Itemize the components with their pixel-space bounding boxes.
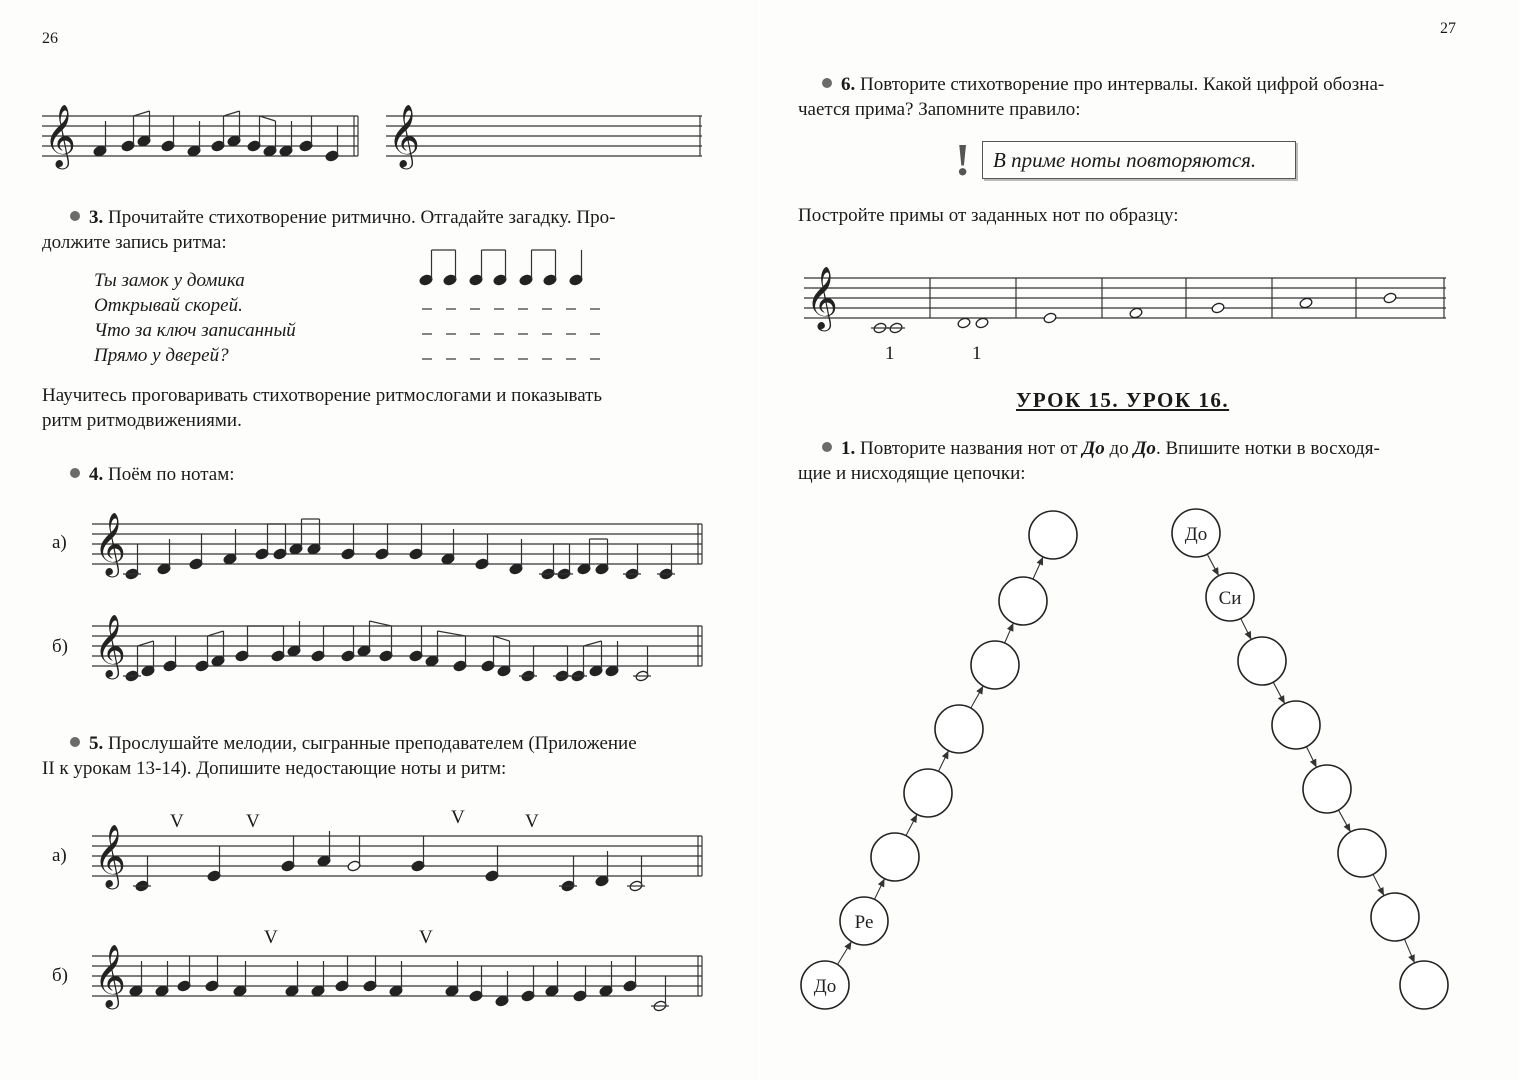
arrow-head-icon [844,941,851,950]
treble-clef-icon: 𝄞 [94,512,126,575]
exercise-3-after-text: Научитесь проговаривать стихотворение ритмослогами и показывать [42,385,603,406]
staff-label-b: б) [52,636,68,657]
page-number: 27 [1440,20,1456,37]
ascending-note-circle [871,833,919,881]
exercise-6-instruction: Постройте примы от заданных нот по образцу: [798,205,1179,226]
ascending-note-circle [971,641,1019,689]
treble-clef-icon: 𝄞 [806,266,838,329]
exercise-3-text-cont: должите запись ритма: [42,232,227,253]
lesson-heading: УРОК 15. УРОК 16. [1016,388,1230,412]
staff-label-b: б) [52,965,68,986]
note-label: До [813,976,837,997]
descending-note-circle [1272,701,1320,749]
exercise-4-text: 4. Поём по нотам: [70,462,235,487]
note-label: До [1184,524,1208,545]
exercise-6-text-cont: чается прима? Запомните правило: [798,99,1081,120]
descending-note-circle [1338,829,1386,877]
poem-line: Ты замок у домика [94,270,245,291]
arrow-head-icon [976,686,983,695]
poem-line: Что за ключ записанный [94,320,296,341]
rule-box: В приме ноты повторяются. [982,141,1296,179]
ascending-note-circle [904,769,952,817]
poem-line: Прямо у дверей? [94,345,229,366]
breath-mark: V [246,811,260,832]
exercise-3-after-text: ритм ритмодвижениями. [42,410,242,431]
staff-label-a: а) [52,845,67,866]
descending-note-circle [1303,765,1351,813]
exercise-3-text: 3. Прочитайте стихотворение ритмично. Отгадайте загадку. Про- [70,205,615,230]
breath-mark: V [419,927,433,948]
treble-clef-icon: 𝄞 [388,104,420,167]
breath-mark: V [525,811,539,832]
exercise-1-text: 1. Повторите названия нот от До до До. Впишите нотки в восходя- [822,436,1380,461]
breath-mark: V [170,811,184,832]
poem-line: Открывай скорей. [94,295,243,316]
ascending-note-circle [1029,511,1077,559]
descending-note-circle [1371,893,1419,941]
page-number: 26 [42,30,58,47]
breath-mark: V [451,807,465,828]
exclamation-icon: ! [955,134,971,185]
exercise-5-text-cont: II к урокам 13-14). Допишите недостающие ноты и ритм: [42,758,507,779]
staff-label-a: а) [52,532,67,553]
descending-note-circle [1400,961,1448,1009]
interval-number: 1 [885,343,895,364]
treble-clef-icon: 𝄞 [94,824,126,887]
breath-mark: V [264,927,278,948]
note-label: Си [1218,588,1242,609]
note-label: Ре [854,912,874,933]
treble-clef-icon: 𝄞 [44,104,76,167]
treble-clef-icon: 𝄞 [94,944,126,1007]
exercise-5-text: 5. Прослушайте мелодии, сыгранные преподавателем (Приложение [70,731,637,756]
exercise-6-text: 6. Повторите стихотворение про интервалы. Какой цифрой обозна- [822,72,1384,97]
exercise-1-text-cont: щие и нисходящие цепочки: [798,463,1026,484]
interval-number: 1 [972,343,982,364]
descending-note-circle [1238,637,1286,685]
ascending-note-circle [999,577,1047,625]
ascending-note-circle [935,705,983,753]
treble-clef-icon: 𝄞 [94,614,126,677]
